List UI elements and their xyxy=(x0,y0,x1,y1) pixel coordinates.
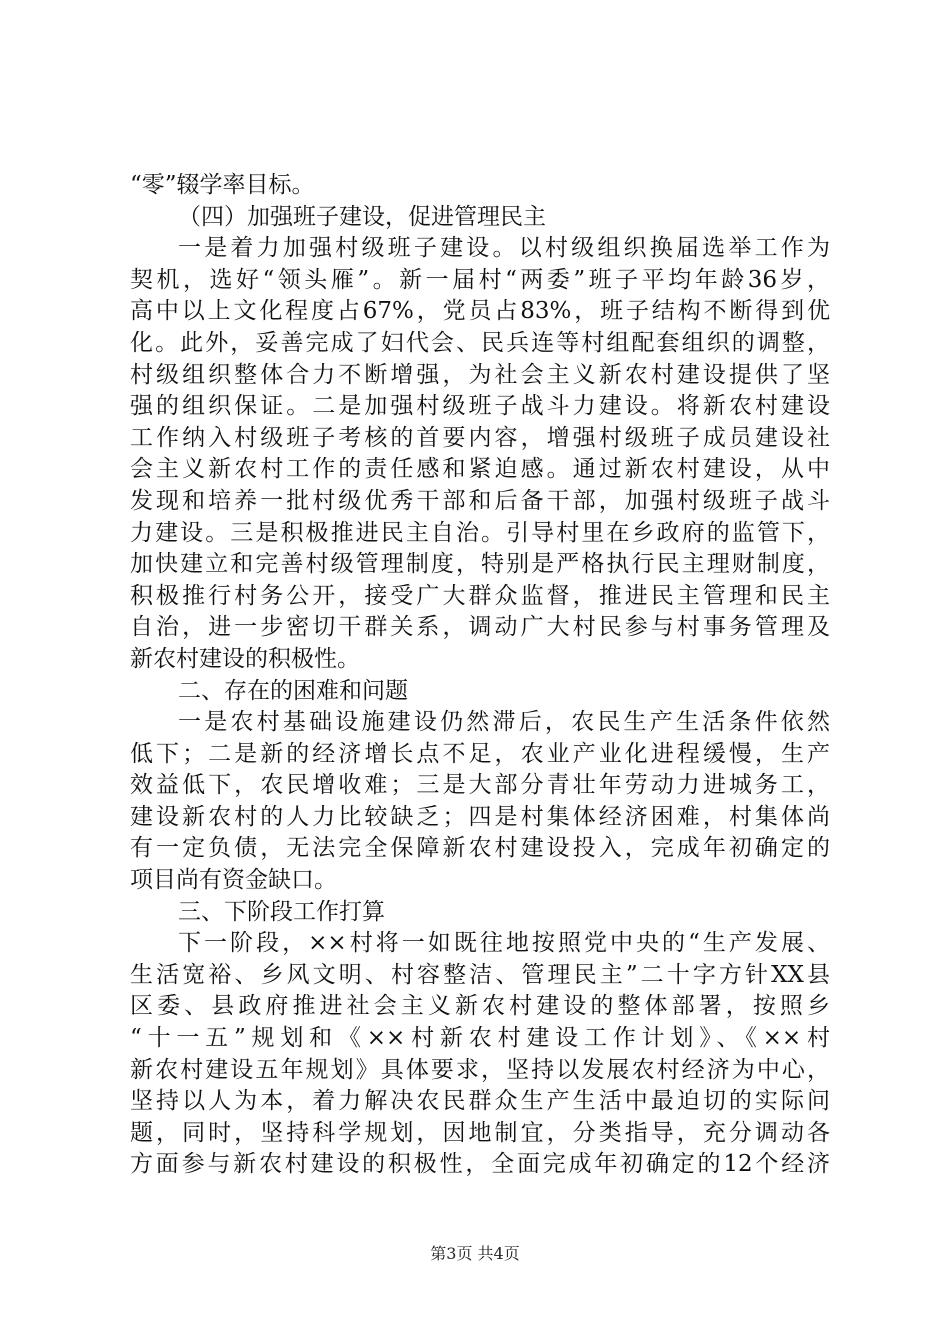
text-line: 题，同时，坚持科学规划，因地制宜，分类指导，充分调动各 xyxy=(130,1119,830,1146)
page-footer xyxy=(0,1244,950,1264)
text-line: 坚持以人为本，着力解决农民群众生产生活中最迫切的实际问 xyxy=(130,1088,830,1115)
text-line: 生活宽裕、乡风文明、村容整洁、管理民主”二十字方针XX县 xyxy=(130,961,830,988)
section-heading: （四）加强班子建设，促进管理民主 xyxy=(178,203,546,230)
text-line: 强的组织保证。二是加强村级班子战斗力建设。将新农村建设 xyxy=(130,393,830,420)
text-line: 有一定负债，无法完全保障新农村建设投入，完成年初确定的 xyxy=(130,835,830,862)
text-line: 低下；二是新的经济增长点不足，农业产业化进程缓慢，生产 xyxy=(130,740,830,767)
page-number: 第3页 共4页 xyxy=(430,1244,520,1263)
text-line: 区委、县政府推进社会主义新农村建设的整体部署，按照乡 xyxy=(130,993,830,1020)
text-line: 自治，进一步密切干群关系，调动广大村民参与村事务管理及 xyxy=(130,614,830,641)
text-line: 积极推行村务公开，接受广大群众监督，推进民主管理和民主 xyxy=(130,582,830,609)
text-line: 方面参与新农村建设的积极性，全面完成年初确定的12个经济 xyxy=(130,1151,830,1178)
document-body xyxy=(130,170,830,1181)
text-line: 新农村建设五年规划》具体要求，坚持以发展农村经济为中心， xyxy=(130,1056,830,1083)
section-heading: 三、下阶段工作打算 xyxy=(178,898,385,925)
text-line: 化。此外，妥善完成了妇代会、民兵连等村组配套组织的调整， xyxy=(130,329,830,356)
text-line: 会主义新农村工作的责任感和紧迫感。通过新农村建设，从中 xyxy=(130,456,830,483)
text-line: 一是着力加强村级班子建设。以村级组织换届选举工作为 xyxy=(178,235,830,262)
text-line: 村级组织整体合力不断增强，为社会主义新农村建设提供了坚 xyxy=(130,361,830,388)
text-line: 建设新农村的人力比较缺乏；四是村集体经济困难，村集体尚 xyxy=(130,803,830,830)
text-line: 工作纳入村级班子考核的首要内容，增强村级班子成员建设社 xyxy=(130,424,830,451)
text-line: 加快建立和完善村级管理制度，特别是严格执行民主理财制度， xyxy=(130,551,830,578)
text-line: 下一阶段，××村将一如既往地按照党中央的“生产发展、 xyxy=(178,930,830,957)
text-line: 一是农村基础设施建设仍然滞后，农民生产生活条件依然 xyxy=(178,709,830,736)
section-heading: 二、存在的困难和问题 xyxy=(178,677,408,704)
text-line: “十一五”规划和《××村新农村建设工作计划》、《××村 xyxy=(130,1025,830,1052)
text-line: 项目尚有资金缺口。 xyxy=(130,867,337,894)
text-line: 契机，选好“领头雁”。新一届村“两委”班子平均年龄36岁， xyxy=(130,266,830,293)
text-line: 新农村建设的积极性。 xyxy=(130,645,360,672)
text-line: 效益低下，农民增收难；三是大部分青壮年劳动力进城务工， xyxy=(130,772,830,799)
text-line: 发现和培养一批村级优秀干部和后备干部，加强村级班子战斗 xyxy=(130,487,830,514)
text-line: 高中以上文化程度占67%，党员占83%，班子结构不断得到优 xyxy=(130,298,830,325)
text-line: “零”辍学率目标。 xyxy=(130,172,315,198)
text-line: 力建设。三是积极推进民主自治。引导村里在乡政府的监管下， xyxy=(130,519,830,546)
